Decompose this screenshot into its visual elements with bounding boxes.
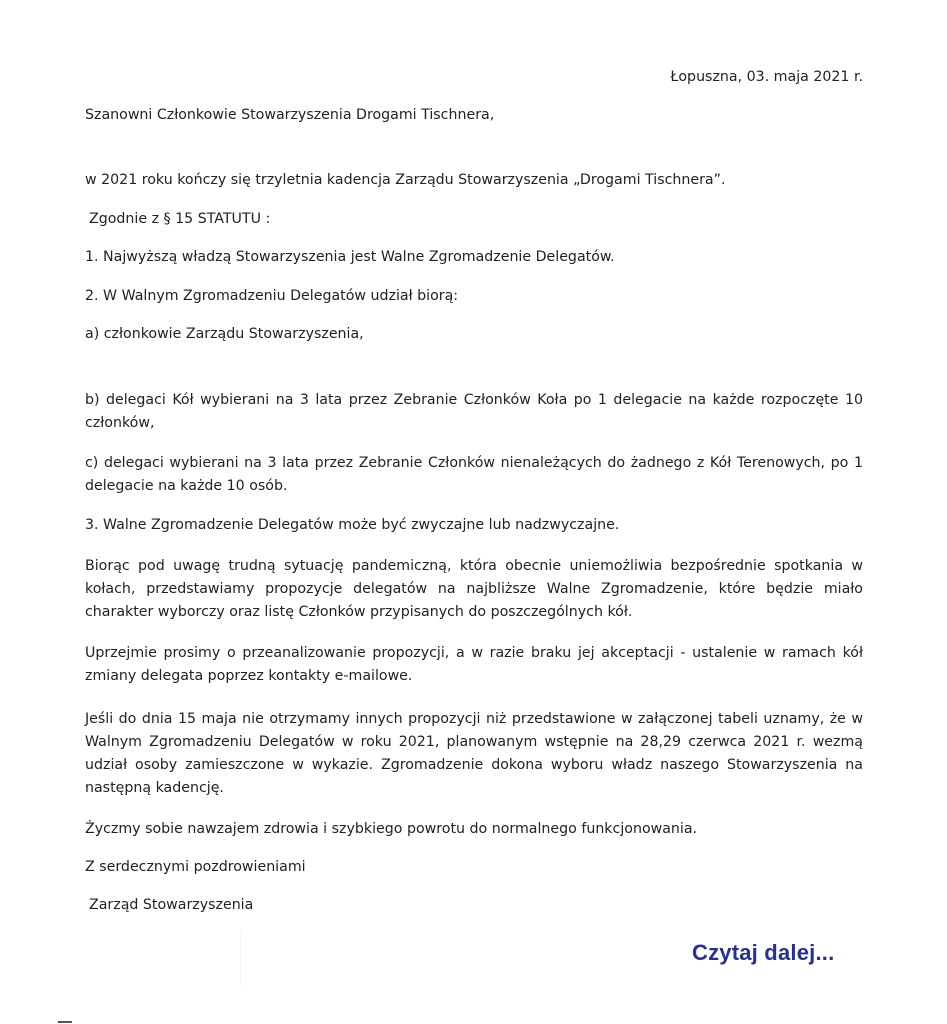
closing-line: Z serdecznymi pozdrowieniami <box>85 859 306 875</box>
paragraph-wishes: Życzmy sobie nawzajem zdrowia i szybkiego powrotu do normalnego funkcjonowania. <box>85 821 698 837</box>
letter-greeting: Szanowni Członkowie Stowarzyszenia Drogami Tischnera, <box>85 107 495 123</box>
page-edge-mark <box>58 1021 72 1023</box>
paragraph-request: Uprzejmie prosimy o przeanalizowanie propozycji, a w razie braku jej akceptacji - ustalenie w ramach kół zmiany delegata poprzez kontakty e-mailowe. <box>85 645 863 684</box>
paragraph-deadline: Jeśli do dnia 15 maja nie otrzymamy innych propozycji niż przedstawione w załączonej tabeli uznamy, że w Walnym Zgromadzeniu Delegatów w roku 2021, planowanym wstępnie na 28,29 czerwca 2021 r. wezmą udział osoby zamieszczone w wykazie. Zgromadzenie dokona wyboru władz naszego Stowarzyszenia na następną kadencję. <box>85 711 863 796</box>
letter-intro: w 2021 roku kończy się trzyletnia kadencja Zarządu Stowarzyszenia „Drogami Tischnera”. <box>85 172 726 188</box>
statute-point-3: 3. Walne Zgromadzenie Delegatów może być zwyczajne lub nadzwyczajne. <box>85 517 620 533</box>
statute-point-2: 2. W Walnym Zgromadzeniu Delegatów udział biorą: <box>85 288 459 304</box>
statute-point-2b: b) delegaci Kół wybierani na 3 lata przez Zebranie Członków Koła po 1 delegacie na każde rozpoczęte 10 członków, <box>85 392 863 431</box>
signature: Zarząd Stowarzyszenia <box>89 897 254 913</box>
statute-point-2a: a) członkowie Zarządu Stowarzyszenia, <box>85 326 364 342</box>
letter-date: Łopuszna, 03. maja 2021 r. <box>670 69 863 85</box>
statute-point-1: 1. Najwyższą władzą Stowarzyszenia jest Walne Zgromadzenie Delegatów. <box>85 249 615 265</box>
paragraph-pandemic: Biorąc pod uwagę trudną sytuację pandemiczną, która obecnie uniemożliwia bezpośrednie spotkania w kołach, przedstawiamy propozycje delegatów na najbliższe Walne Zgromadzenie, które będzie miało charakter wyborczy oraz listę Członków przypisanych do poszczególnych kół. <box>85 558 863 620</box>
read-more-link[interactable]: Czytaj dalej... <box>692 940 835 965</box>
statute-reference: Zgodnie z § 15 STATUTU : <box>89 211 271 227</box>
divider <box>240 930 241 985</box>
statute-point-2c: c) delegaci wybierani na 3 lata przez Zebranie Członków nienależących do żadnego z Kół Terenowych, po 1 delegacie na każde 10 osób. <box>85 455 863 494</box>
